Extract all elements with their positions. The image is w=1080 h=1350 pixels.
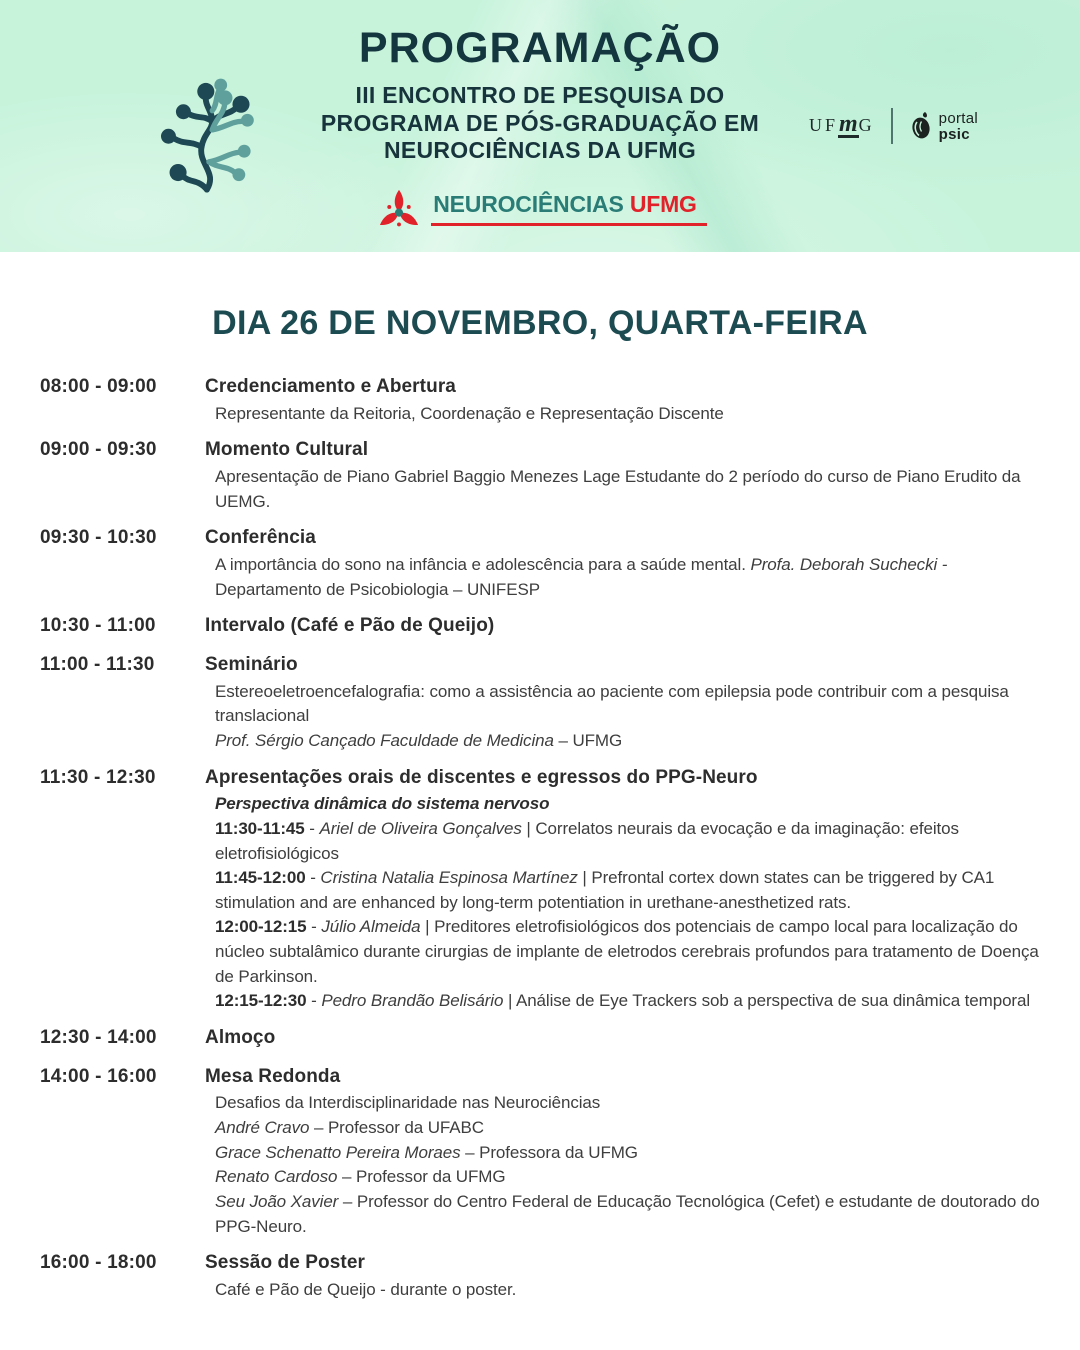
ufmg-logo-post: G <box>858 114 875 135</box>
ufmg-logo <box>808 110 875 139</box>
subtitle-line-3: NEUROCIÊNCIAS DA UFMG <box>383 137 697 164</box>
text-segment: – Professor da UFMG <box>337 1167 506 1187</box>
text-segment: – Professora da UFMG <box>460 1142 638 1162</box>
event-detail-line <box>205 1278 1040 1303</box>
subtitle-line-2: PROGRAMA DE PÓS-GRADUAÇÃO EM <box>320 109 760 136</box>
event-title: Seminário <box>205 653 298 675</box>
text-segment: Apresentação de Piano Gabriel Baggio Menezes Lage Estudante do 2 período do curso de Piano Erudito da UEMG. <box>215 467 1021 511</box>
text-segment: Desafios da Interdisciplinaridade nas Neurociências <box>215 1093 601 1113</box>
text-segment: Grace Schenatto Pereira Moraes <box>215 1142 461 1162</box>
event-content <box>205 1065 1040 1240</box>
event-title: Momento Cultural <box>205 439 369 461</box>
neurociencias-text: NEUROCIÊNCIAS <box>433 191 624 217</box>
event-title: Credenciamento e Abertura <box>205 376 456 397</box>
portal-psic-text <box>939 111 978 142</box>
schedule-row <box>40 1251 1040 1302</box>
event-title: Intervalo (Café e Pão de Queijo) <box>205 615 495 637</box>
event-time: 08:00 - 09:00 <box>40 376 157 397</box>
portal-psic-bottom: psic <box>938 125 970 143</box>
text-segment: Representante da Reitoria, Coordenação e Representação Discente <box>215 403 724 423</box>
ufmg-logo-m: m <box>839 110 858 137</box>
portal-psic-top: portal <box>938 109 978 127</box>
text-segment: Prof. Sérgio Cançado Faculdade de Medicina <box>215 730 554 750</box>
event-time: 12:30 - 14:00 <box>40 1027 157 1049</box>
text-segment: – Professor do Centro Federal de Educação Tecnológica (Cefet) e estudante de doutorado do PPG-Neuro. <box>215 1191 1040 1236</box>
text-segment: 11:30-11:45 <box>215 818 305 838</box>
event-time: 09:30 - 10:30 <box>40 527 157 549</box>
text-segment: - <box>305 868 321 888</box>
day-heading: DIA 26 DE NOVEMBRO, QUARTA-FEIRA <box>212 304 868 342</box>
text-segment: – UFMG <box>553 730 623 750</box>
text-segment: Departamento de Psicobiologia – UNIFESP <box>215 579 540 599</box>
text-segment: 12:15-12:30 <box>215 991 307 1011</box>
event-detail-line <box>205 866 1040 915</box>
schedule-row <box>40 526 1040 602</box>
text-segment: – Professor da UFABC <box>309 1118 484 1138</box>
event-detail-line <box>205 1141 1040 1166</box>
text-segment: A importância do sono na infância e adolescência para a saúde mental. <box>215 554 751 574</box>
event-detail-line <box>205 915 1040 989</box>
event-time: 14:00 - 16:00 <box>40 1065 157 1087</box>
event-detail-line <box>205 729 1040 754</box>
event-detail-line <box>205 680 1040 729</box>
event-detail-line <box>205 1116 1040 1141</box>
text-segment: | Preditores eletrofisiológicos dos potenciais de campo local para localização do núcleo subtalâmico durante cirurgias de implante de eletrodos cerebrais profundos para tratamento de Doença de Parkinson. <box>215 917 1039 986</box>
schedule-row <box>40 1065 1040 1240</box>
neuron-star-icon <box>373 183 425 239</box>
page-title: PROGRAMAÇÃO <box>358 24 722 72</box>
event-time: 11:30 - 12:30 <box>40 766 156 788</box>
event-detail-line <box>205 465 1040 514</box>
event-detail-line <box>205 1165 1040 1190</box>
event-content <box>205 526 1040 602</box>
event-content <box>205 375 1040 426</box>
text-segment: | Análise de Eye Trackers sob a perspectiva de sua dinâmica temporal <box>503 991 1031 1011</box>
text-segment: Júlio Almeida <box>321 917 421 937</box>
event-title: Apresentações orais de discentes e egressos do PPG-Neuro <box>205 766 758 788</box>
neurociencias-ufmg-wordmark <box>431 187 707 226</box>
event-detail-line <box>205 989 1040 1014</box>
text-segment: - <box>304 818 320 838</box>
event-detail-line <box>205 1190 1040 1239</box>
schedule-row <box>40 766 1040 1014</box>
partner-logos <box>809 108 978 144</box>
text-segment: - <box>306 991 322 1011</box>
neuro-ufmg-text: UFMG <box>629 191 697 217</box>
text-segment: 12:00-12:15 <box>215 917 307 937</box>
text-segment: Perspectiva dinâmica do sistema nervoso <box>215 794 550 814</box>
schedule-row <box>40 375 1040 426</box>
event-content <box>205 438 1040 514</box>
event-title: Sessão de Poster <box>205 1252 366 1274</box>
event-content <box>205 653 1040 754</box>
event-detail-line <box>205 792 1040 817</box>
event-content <box>205 614 1040 641</box>
text-segment: Pedro Brandão Belisário <box>321 991 504 1011</box>
text-segment: Café e Pão de Queijo - durante o poster. <box>215 1279 517 1299</box>
event-title: Conferência <box>205 527 316 549</box>
text-segment: Seu João Xavier <box>215 1191 339 1211</box>
event-title: Almoço <box>205 1027 276 1049</box>
text-segment: 11:45-12:00 <box>215 868 306 888</box>
event-time: 16:00 - 18:00 <box>40 1252 157 1274</box>
schedule-row <box>40 653 1040 754</box>
event-detail-line <box>205 402 1040 427</box>
thumbprint-icon <box>909 110 935 142</box>
schedule-row <box>40 1026 1040 1053</box>
event-detail-line <box>205 1091 1040 1116</box>
event-detail-line <box>205 817 1040 866</box>
event-content <box>205 1026 1040 1053</box>
schedule-row <box>40 614 1040 641</box>
text-segment: Profa. Deborah Suchecki - <box>750 554 948 574</box>
event-time: 10:30 - 11:00 <box>40 615 156 637</box>
event-time: 11:00 - 11:30 <box>40 653 155 675</box>
text-segment: | Correlatos neurais da evocação e da imaginação: efeitos eletrofisiológicos <box>215 818 959 863</box>
schedule-list <box>40 375 1040 1303</box>
text-segment: André Cravo <box>215 1118 310 1138</box>
event-time: 09:00 - 09:30 <box>40 439 157 461</box>
subtitle-line-1: III ENCONTRO DE PESQUISA DO <box>355 82 725 108</box>
event-title: Mesa Redonda <box>205 1065 341 1087</box>
event-detail-line <box>205 553 1040 602</box>
logo-divider <box>891 108 893 144</box>
text-segment: Estereoeletroencefalografia: como a assistência ao paciente com epilepsia pode contribuir com a pesquisa translacional <box>215 681 1009 726</box>
event-content <box>205 1251 1040 1302</box>
text-segment: | Prefrontal cortex down states can be triggered by CA1 stimulation and are enhanced by long-term potentiation in urethane-anesthetized rats. <box>215 868 995 912</box>
text-segment: - <box>306 917 322 937</box>
ufmg-logo-pre: UF <box>808 114 838 135</box>
portal-psic-logo <box>909 110 978 142</box>
text-segment: Cristina Natalia Espinosa Martínez <box>320 868 578 888</box>
event-content <box>205 766 1040 1014</box>
text-segment: Ariel de Oliveira Gonçalves <box>319 818 522 838</box>
text-segment: Renato Cardoso <box>215 1167 338 1187</box>
header-banner <box>0 0 1080 252</box>
neurociencias-ufmg-logo <box>0 183 1080 239</box>
schedule-row <box>40 438 1040 514</box>
